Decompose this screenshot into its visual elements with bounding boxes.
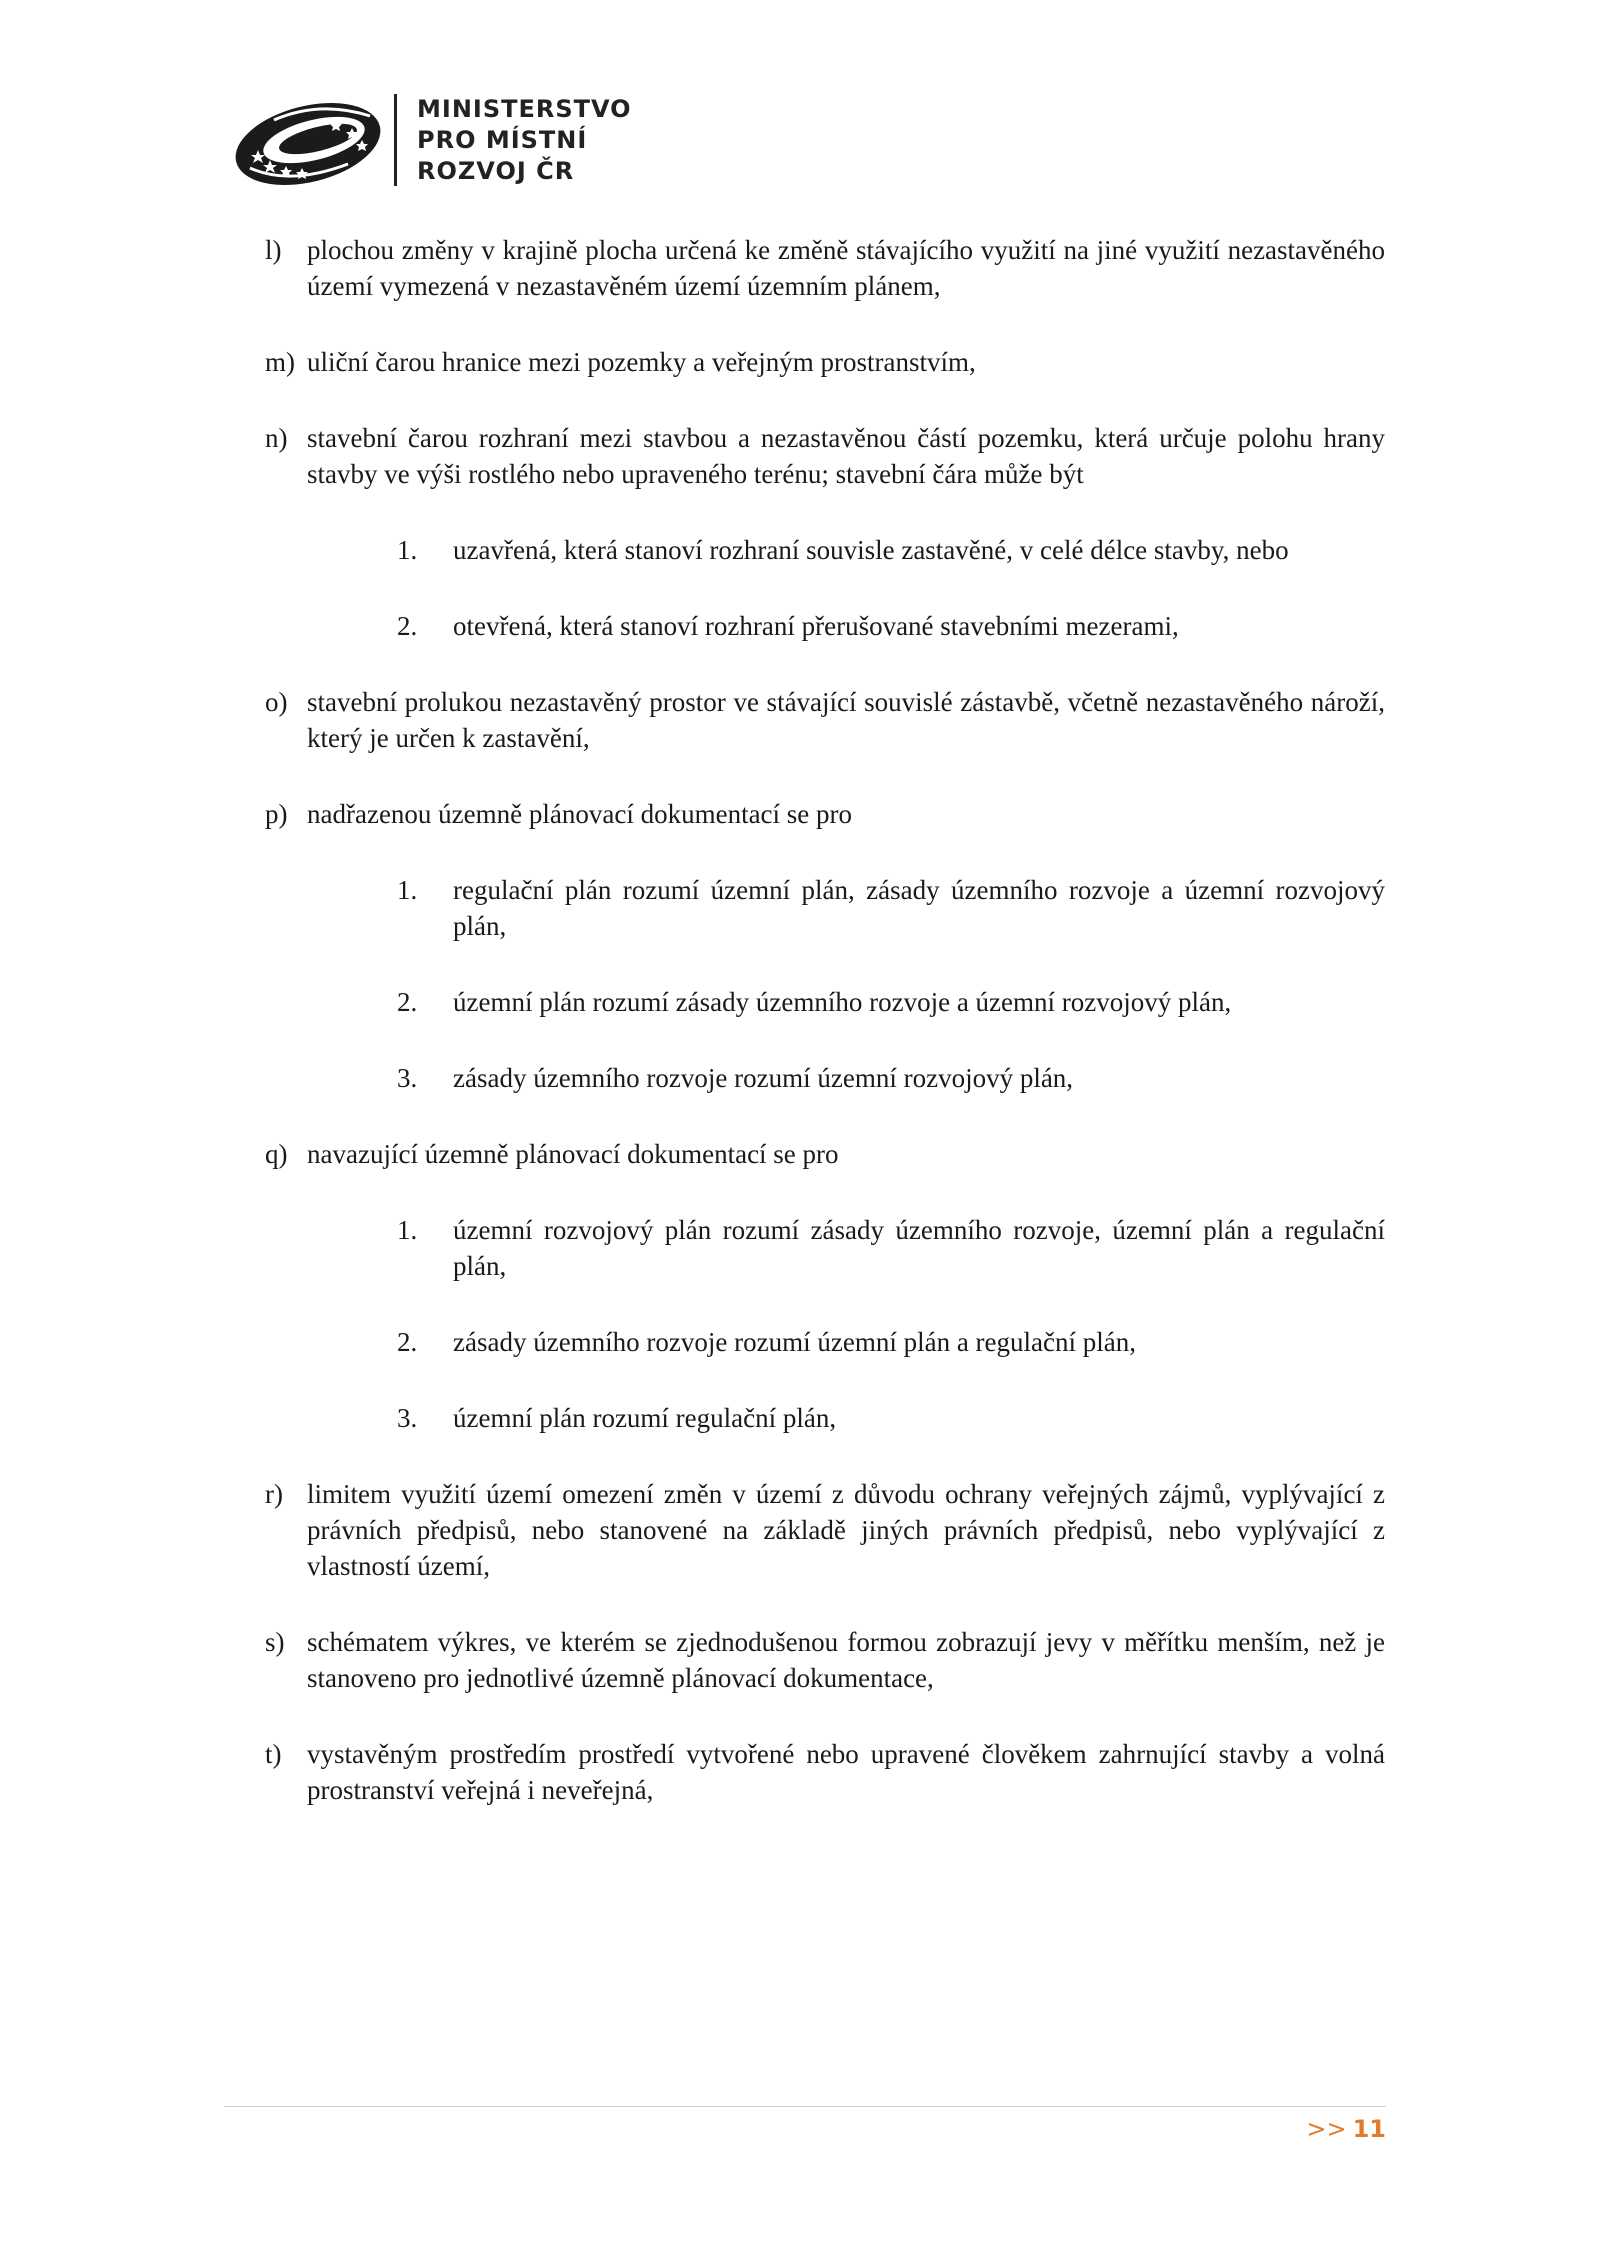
sub-item-text: územní plán rozumí regulační plán,: [453, 1403, 837, 1433]
sub-item-text: otevřená, která stanoví rozhraní přerušované stavebními mezerami,: [453, 611, 1179, 641]
definition-item-m: [265, 344, 1385, 380]
sub-item: [265, 984, 1385, 1020]
definition-item-t: [265, 1736, 1385, 1808]
sub-item: [265, 1400, 1385, 1436]
sub-item-text: uzavřená, která stanoví rozhraní souvisle zastavěné, v celé délce stavby, nebo: [453, 535, 1289, 565]
sub-item-text: regulační plán rozumí územní plán, zásady územního rozvoje a územní rozvojový plán,: [453, 875, 1385, 941]
sub-item-number: 2.: [397, 1327, 418, 1357]
definition-item-p: [265, 796, 1385, 832]
ministry-name-line-3: ROZVOJ ČR: [417, 156, 575, 185]
definition-item-q: [265, 1136, 1385, 1172]
ministry-logo-icon: [230, 90, 386, 190]
item-text: stavební čarou rozhraní mezi stavbou a nezastavěnou částí pozemku, která určuje polohu hrany stavby ve výši rostlého nebo upraveného terénu; stavební čára může být: [307, 423, 1385, 489]
logo-divider: [394, 94, 397, 186]
sub-item-number: 1.: [397, 1215, 418, 1245]
item-marker: m): [265, 347, 295, 377]
definition-item-l: [265, 232, 1385, 304]
sub-item: [265, 1212, 1385, 1284]
item-marker: p): [265, 799, 288, 829]
item-marker: t): [265, 1739, 282, 1769]
page-number: [1306, 2115, 1386, 2143]
item-text: uliční čarou hranice mezi pozemky a veřejným prostranstvím,: [307, 347, 976, 377]
item-text: schématem výkres, ve kterém se zjednodušenou formou zobrazují jevy v měřítku menším, než je stanoveno pro jednotlivé územně plánovací dokumentace,: [307, 1627, 1385, 1693]
item-text: navazující územně plánovací dokumentací se pro: [307, 1139, 839, 1169]
sub-item-text: územní plán rozumí zásady územního rozvoje a územní rozvojový plán,: [453, 987, 1232, 1017]
item-text: limitem využití území omezení změn v území z důvodu ochrany veřejných zájmů, vyplývající z právních předpisů, nebo stanovené na základě jiných právních předpisů, nebo vyplývající z vlastností území,: [307, 1479, 1385, 1581]
item-text: stavební prolukou nezastavěný prostor ve stávající souvislé zástavbě, včetně nezastavěného nároží, který je určen k zastavění,: [307, 687, 1385, 753]
item-marker: r): [265, 1479, 283, 1509]
sub-item-text: zásady územního rozvoje rozumí územní rozvojový plán,: [453, 1063, 1074, 1093]
item-marker: s): [265, 1627, 285, 1657]
definition-item-r: [265, 1476, 1385, 1584]
sub-item: [265, 532, 1385, 568]
footer-divider: [224, 2106, 1386, 2107]
sub-item: [265, 872, 1385, 944]
sub-item-text: zásady územního rozvoje rozumí územní plán a regulační plán,: [453, 1327, 1136, 1357]
sub-item: [265, 1060, 1385, 1096]
sub-item: [265, 608, 1385, 644]
definition-item-s: [265, 1624, 1385, 1696]
ministry-name: [417, 94, 632, 187]
definition-item-o: [265, 684, 1385, 756]
sub-item: [265, 1324, 1385, 1360]
sub-item-number: 1.: [397, 535, 418, 565]
sub-item-number: 2.: [397, 987, 418, 1017]
sub-item-number: 1.: [397, 875, 418, 905]
item-marker: n): [265, 423, 288, 453]
definition-item-n: [265, 420, 1385, 492]
item-text: vystavěným prostředím prostředí vytvořené nebo upravené člověkem zahrnující stavby a volná prostranství veřejná i neveřejná,: [307, 1739, 1385, 1805]
header: [230, 90, 632, 190]
page-number-value: 11: [1352, 2115, 1386, 2143]
ministry-name-line-1: MINISTERSTVO: [417, 94, 632, 123]
item-marker: o): [265, 687, 288, 717]
item-text: nadřazenou územně plánovací dokumentací se pro: [307, 799, 853, 829]
ministry-name-line-2: PRO MÍSTNÍ: [417, 125, 588, 154]
page-arrows: >>: [1306, 2115, 1347, 2143]
sub-item-number: 3.: [397, 1403, 418, 1433]
sub-item-number: 2.: [397, 611, 418, 641]
item-text: plochou změny v krajině plocha určená ke změně stávajícího využití na jiné využití nezastavěného území vymezená v nezastavěném území územním plánem,: [307, 235, 1385, 301]
item-marker: q): [265, 1139, 288, 1169]
definitions-list: [265, 232, 1385, 1848]
sub-item-text: územní rozvojový plán rozumí zásady územního rozvoje, územní plán a regulační plán,: [453, 1215, 1385, 1281]
sub-item-number: 3.: [397, 1063, 418, 1093]
item-marker: l): [265, 235, 282, 265]
